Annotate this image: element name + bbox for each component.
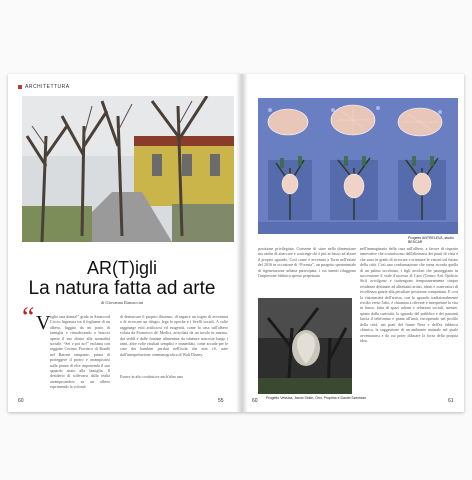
byline: di Giovanna Ramaccini [100, 300, 144, 305]
blueprint-render-image [258, 98, 458, 234]
park-photo-image [22, 96, 234, 242]
article-title-line1: AR(T)igli [87, 258, 157, 278]
text-column-2: di demarcare il proprio dissenso, di seguire un sogno di avventura o di ricercare un rifugio, lega le epoche e i livelli sociali. A volte raggiunge esiti artificiosi ed esagerati, come la casa sull'albero voluta da Francesco de' Medici, articolata da un tavolo in marmo, dai sedili e dalle fontane alimentate da tubature nascoste lungo i rami, altre volte risultati semplici e immediati, come accade per le case dei bambini perduti nell'isola che non c'è, nate dall'interpretazione cinematografica di Walt Disney. [120, 314, 228, 357]
caption-top: Progetto ANTRELEVA, studio BESCAR [408, 236, 454, 244]
text-column-3: Essere in alto costituisce anch'altro una [120, 374, 183, 379]
right-text-column-1: posizione privilegiata. Consente di stare nella dimensione ma anche di attaccare e costringe chi è più in basso ad alzare il proprio sguardo. Così come è avvenuto a Torni nell'estate del 2016 in occasione di “Foresta”, un progetto sperimentale di rigenerazione urbana partecipata, i cui intenti rifuggono l'impresone fabbrica spesso perpetuata [258, 246, 356, 279]
section-marker-icon [18, 85, 22, 89]
spine-gutter [236, 74, 248, 412]
article-title-line2: La natura fatta ad arte [28, 278, 216, 299]
quote-mark-icon: “ [22, 302, 35, 333]
text-column-1: oglio una donna!” grida in Amarcord Ciccio Ingrassia tra il fogliame di un albero, fuggito da un posto di famiglia e rimodocando a braccia aperte il suo diritto alla normalità sociale. “Sei o poi no!” esclama con reggaite Cosimo Piovasco di Rondò nel Barone rampante, prima di proteggere il pietro e arrampicarsi sulla pianta di elce imponendo il suo sguardo sitato alla famiglia. Il desiderio di sollevarsi dalla realtà arrampicandosi su un albero esprimendo la volontà [50, 314, 110, 390]
magazine-spread [8, 74, 464, 412]
right-page [248, 74, 464, 412]
blueprint-render [258, 98, 458, 234]
drop-cap: V [36, 312, 51, 334]
right-text-column-2: nell'immaginario della casa sull'albero, a favore di risposte innovative che scaturiscono dall'alternarsi dei punti di vista e che sono in grado di ricercare e orientare le visioni sul futuro della città. Così una conformazione che torna ricorda quella di un palmo socchiuso, i figli arcolari che passeggiano in successione il viale d'accesso al Caos (Centro Arti Opificio Siri) accolgono e trattengono temporaneamente cinque residenze destinate ad altrettanti artisti, ideati e osservatori di eccellenza grazie alla peculiare posizione conquistata. E così la visionarietà dell'artista, con lo sguardo tradizionalmente rivolto verso l'alto, è chiamata a rilevare e interpretare la vita in basso, fatta di spazi urbani e relazioni sociali, mentre, spinto dalla curiosità, lo sguardo del pubblico e dei passanti lascia il telefonino e punta all'insù, riscoprendo nel profilo della città, nei prati del fiume Nera e dell'ex fabbrica chimica, la suggestione di un ambiente naturale nel quale avventurarsi e da cui poter dilucare la forza della propria idea. [360, 246, 458, 343]
tree-installation-photo [258, 298, 352, 394]
tree-installation-image [258, 298, 352, 394]
caption-bottom: Progetto Vessica, Jacob Sirkin, Omi, Pruptina e Daniel Szechtan [266, 396, 366, 400]
park-photo [22, 96, 234, 242]
page-number-right-mid: 60 [252, 398, 258, 404]
page-number-left: 60 [18, 398, 24, 404]
page-number-right: 61 [448, 398, 454, 404]
left-page [8, 74, 236, 412]
section-title: ARCHITETTURA [25, 84, 70, 90]
page-number-left-mid: 55 [218, 398, 224, 404]
section-label [18, 84, 70, 90]
